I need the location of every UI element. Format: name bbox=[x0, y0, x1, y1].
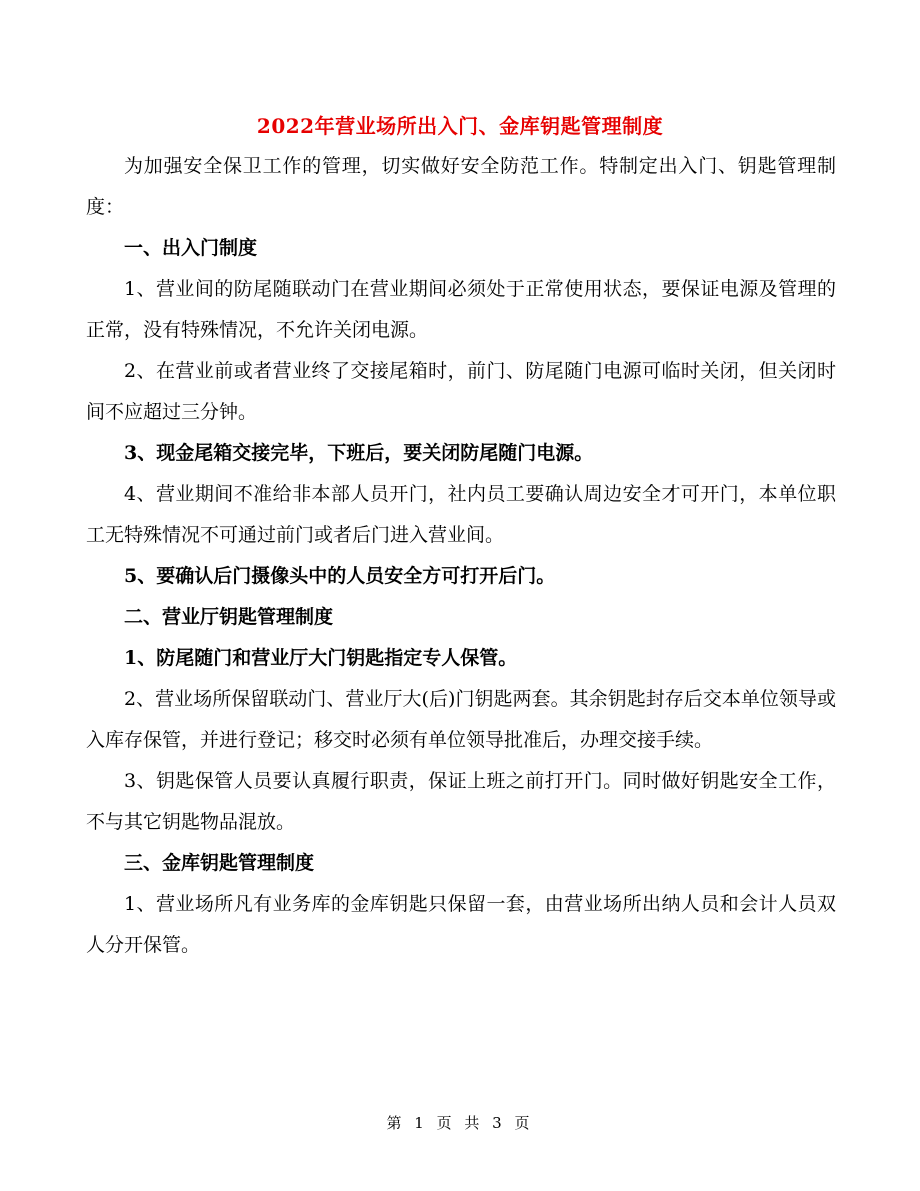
intro-paragraph: 为加强安全保卫工作的管理，切实做好安全防范工作。特制定出入门、钥匙管理制度： bbox=[86, 155, 836, 218]
document-body bbox=[86, 146, 836, 966]
section-heading-vault-keys: 三、金库钥匙管理制度 bbox=[124, 852, 315, 874]
paragraph-entrance-3: 3、现金尾箱交接完毕，下班后，要关闭防尾随门电源。 bbox=[124, 442, 594, 464]
document-title: 2022年营业场所出入门、金库钥匙管理制度 bbox=[256, 114, 664, 138]
paragraph-entrance-5: 5、要确认后门摄像头中的人员安全方可打开后门。 bbox=[124, 565, 556, 587]
paragraph-vault-keys-1: 1、营业场所凡有业务库的金库钥匙只保留一套，由营业场所出纳人员和会计人员双人分开保管。 bbox=[86, 893, 836, 956]
paragraph-entrance-4: 4、营业期间不准给非本部人员开门，社内员工要确认周边安全才可开门，本单位职工无特殊情况不可通过前门或者后门进入营业间。 bbox=[86, 483, 836, 546]
paragraph-hall-keys-3: 3、钥匙保管人员要认真履行职责，保证上班之前打开门。同时做好钥匙安全工作，不与其它钥匙物品混放。 bbox=[86, 770, 836, 833]
section-heading-hall-keys: 二、营业厅钥匙管理制度 bbox=[124, 606, 334, 628]
paragraph-entrance-1: 1、营业间的防尾随联动门在营业期间必须处于正常使用状态，要保证电源及管理的正常，没有特殊情况，不允许关闭电源。 bbox=[86, 278, 836, 341]
paragraph-hall-keys-1: 1、防尾随门和营业厅大门钥匙指定专人保管。 bbox=[124, 647, 518, 669]
page-number-footer: 第 1 页 共 3 页 bbox=[386, 1114, 534, 1132]
paragraph-hall-keys-2: 2、营业场所保留联动门、营业厅大(后)门钥匙两套。其余钥匙封存后交本单位领导或入库存保管，并进行登记；移交时必须有单位领导批准后，办理交接手续。 bbox=[86, 688, 836, 751]
section-heading-entrance: 一、出入门制度 bbox=[124, 237, 258, 259]
paragraph-entrance-2: 2、在营业前或者营业终了交接尾箱时，前门、防尾随门电源可临时关闭，但关闭时间不应超过三分钟。 bbox=[86, 360, 836, 423]
